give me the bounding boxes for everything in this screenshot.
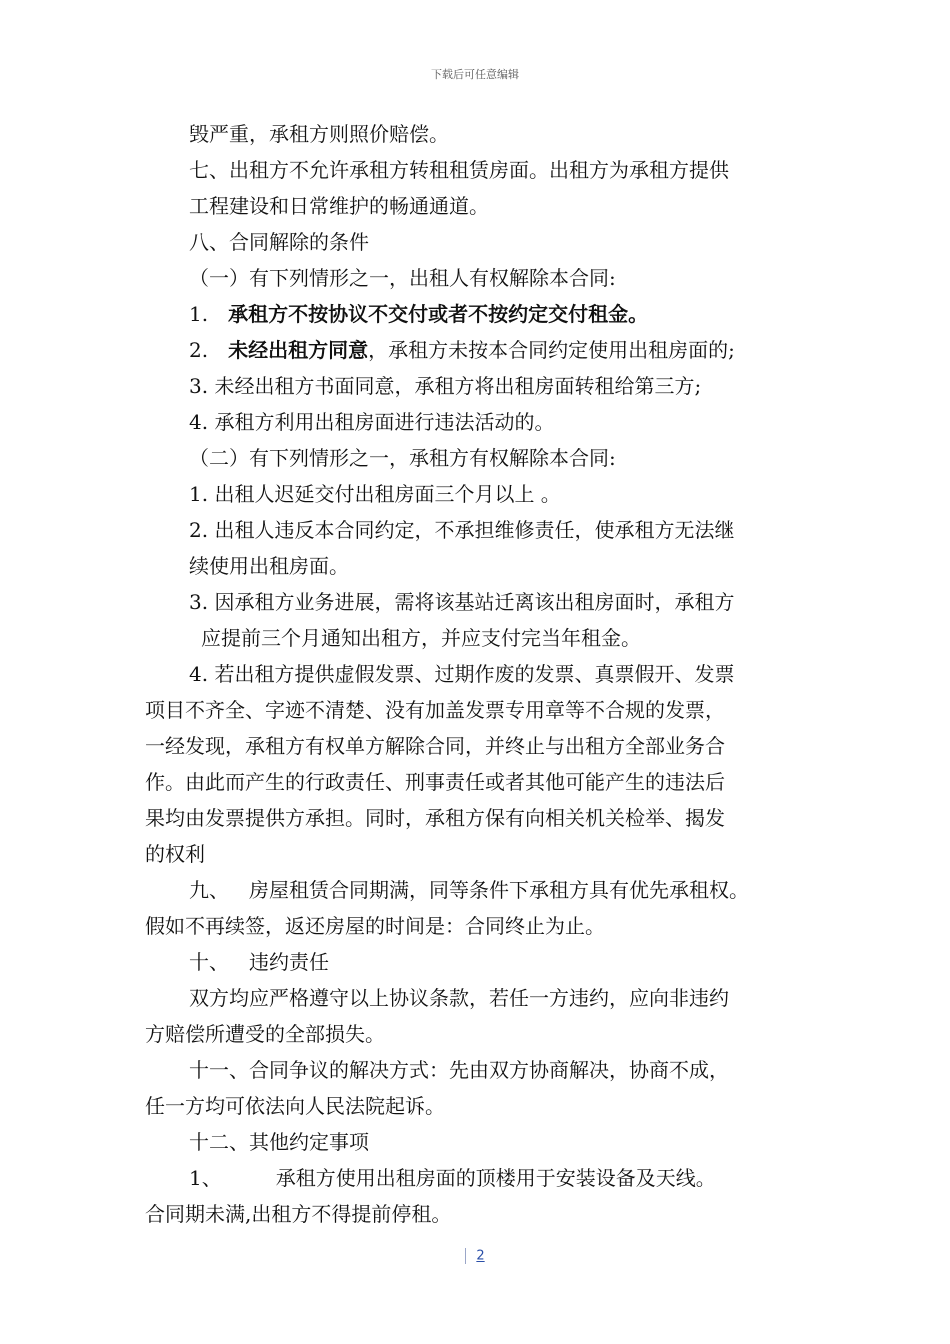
subsection-heading: （二）有下列情形之一，承租方有权解除本合同: [189,446,616,470]
list-item: 4. 若出租方提供虚假发票、过期作废的发票、真票假开、发票 [189,662,735,686]
subsection-heading: （一）有下列情形之一，出租人有权解除本合同: [189,266,616,290]
text-line: 一经发现，承租方有权单方解除合同，并终止与出租方全部业务合 [145,734,725,758]
clause-line [145,872,805,908]
text-line: 应提前三个月通知出租方，并应支付完当年租金。 [201,626,641,650]
clause-text: 承租方使用出租房面的顶楼用于安装设备及天线。 [275,1166,716,1190]
list-item: 3. 未经出租方书面同意，承租方将出租房面转租给第三方; [189,374,702,398]
list-item: 4. 承租方利用出租房面进行违法活动的。 [189,410,555,434]
bold-text: 承租方不按协议不交付或者不按约定交付租金。 [228,302,649,326]
text-line: 合同期未满,出租方不得提前停租。 [145,1202,452,1226]
page-header: 下载后可任意编辑 [431,68,519,81]
footer-divider [465,1248,466,1264]
text-line: 假如不再续签，返还房屋的时间是：合同终止为止。 [145,914,605,938]
text-line: 方赔偿所遭受的全部损失。 [145,1022,385,1046]
clause-line [145,1160,805,1196]
item-number: 2. [189,338,209,362]
list-item: 1. 出租人迟延交付出租房面三个月以上 。 [189,482,561,506]
list-item: 3. 因承租方业务进展，需将该基站迁离该出租房面时，承租方 [189,590,735,614]
text-line: 工程建设和日常维护的畅通通道。 [189,194,489,218]
text-line: 续使用出租房面。 [189,554,349,578]
item-number: 1. [189,302,209,326]
clause-line [145,944,805,980]
list-item [145,296,805,332]
clause-number: 1、 [189,1166,222,1190]
text-line: 十一、合同争议的解决方式：先由双方协商解决，协商不成， [189,1058,729,1082]
item-text: ，承租方未按本合同约定使用出租房面的; [368,338,735,362]
clause-text: 房屋租赁合同期满，同等条件下承租方具有优先承租权。 [249,878,749,902]
text-line: 项目不齐全、字迹不清楚、没有加盖发票专用章等不合规的发票， [145,698,725,722]
section-heading: 八、合同解除的条件 [189,230,369,254]
list-item: 2. 出租人违反本合同约定，不承担维修责任，使承租方无法继 [189,518,735,542]
text-line: 作。由此而产生的行政责任、刑事责任或者其他可能产生的违法后 [145,770,725,794]
text-line: 七、出租方不允许承租方转租租赁房面。出租方为承租方提供 [189,158,729,182]
bold-text: 未经出租方同意 [228,338,369,362]
clause-number: 九、 [189,878,229,902]
clause-number: 十、 [189,950,229,974]
text-line: 任一方均可依法向人民法院起诉。 [145,1094,445,1118]
page-footer [0,1248,950,1264]
text-line: 毁严重，承租方则照价赔偿。 [189,122,449,146]
document-body [145,116,805,1232]
page-number[interactable]: 2 [476,1248,485,1264]
list-item [145,332,805,368]
section-heading: 十二、其他约定事项 [189,1130,369,1154]
text-line: 果均由发票提供方承担。同时，承租方保有向相关机关检举、揭发 [145,806,725,830]
text-line: 双方均应严格遵守以上协议条款，若任一方违约，应向非违约 [189,986,729,1010]
text-line: 的权利 [145,842,205,866]
clause-text: 违约责任 [249,950,329,974]
